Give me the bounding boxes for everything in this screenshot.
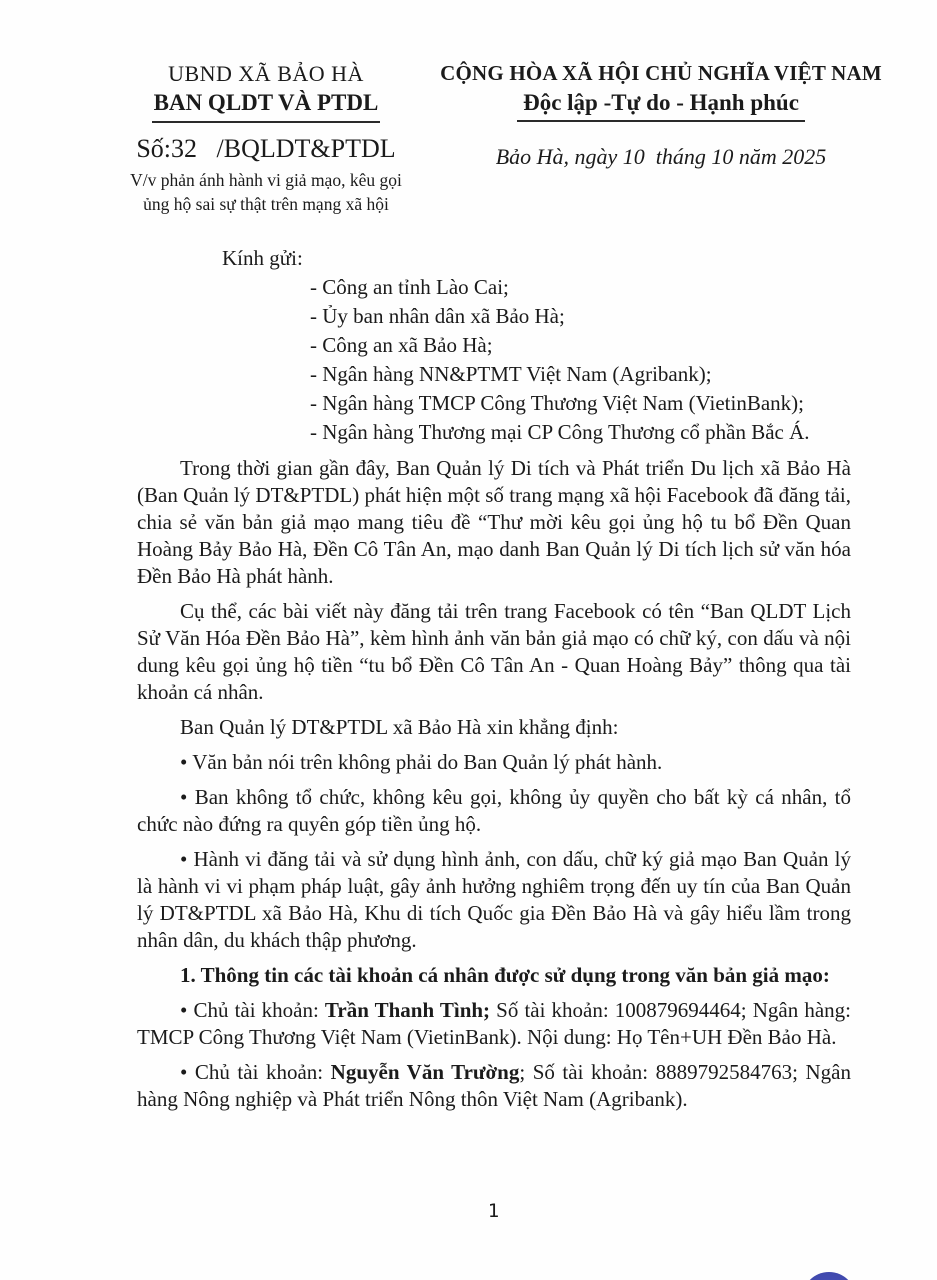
fake-account-2 — [137, 1059, 851, 1113]
document-body — [137, 244, 851, 1113]
national-motto-block — [436, 60, 886, 216]
recipient-item: - Công an xã Bảo Hà; — [310, 333, 493, 357]
issuing-org-block — [96, 60, 436, 216]
recipients-block — [137, 244, 851, 447]
org-parent-name: UBND XÃ BẢO HÀ — [168, 61, 364, 86]
org-name: BAN QLDT VÀ PTDL — [152, 89, 381, 123]
subject-line-1: V/v phản ánh hành vi giả mạo, kêu gọi — [130, 170, 402, 190]
recipient-item: - Ngân hàng TMCP Công Thương Việt Nam (VietinBank); — [310, 391, 804, 415]
org-name-wrap — [96, 89, 436, 123]
place-date-line: Bảo Hà, ngày 10 tháng 10 năm 2025 — [495, 144, 827, 169]
section-1-title: 1. Thông tin các tài khoản cá nhân được sử dụng trong văn bản giả mạo: — [180, 963, 830, 987]
account-2-details: ; Số tài khoản: 8889792584763; Ngân hàng Nông nghiệp và Phát triển Nông thôn Việt Nam (Agribank). — [137, 1060, 852, 1111]
document-number: Số:32 /BQLDT&PTDL — [136, 134, 396, 163]
floating-action-button[interactable] — [802, 1272, 856, 1280]
account-1-details: Số tài khoản: 100879694464; Ngân hàng: TMCP Công Thương Việt Nam (VietinBank). Nội dung: Họ Tên+UH Đền Bảo Hà. — [137, 998, 851, 1049]
national-title: CỘNG HÒA XÃ HỘI CHỦ NGHĨA VIỆT NAM — [440, 61, 882, 85]
bullet-no-fundraising: • Ban không tổ chức, không kêu gọi, không ủy quyền cho bất kỳ cá nhân, tổ chức nào đứng ra quyên góp tiền ủng hộ. — [137, 785, 851, 836]
fake-account-1 — [137, 997, 851, 1051]
national-motto: Độc lập -Tự do - Hạnh phúc — [517, 89, 805, 122]
recipient-item: - Công an tỉnh Lào Cai; — [310, 275, 509, 299]
bullet-violation: • Hành vi đăng tải và sử dụng hình ảnh, con dấu, chữ ký giả mạo Ban Quản lý là hành vi vi phạm pháp luật, gây ảnh hưởng nghiêm trọng đến uy tín của Ban Quản lý DT&PTDL xã Bảo Hà, Khu di tích Quốc gia Đền Bảo Hà và gây hiểu lầm trong nhân dân, du khách thập phương. — [137, 847, 851, 952]
national-motto-wrap — [436, 89, 886, 122]
subject-line-2: ủng hộ sai sự thật trên mạng xã hội — [143, 194, 389, 214]
page-number: 1 — [487, 1200, 500, 1222]
account-2-prefix: • Chủ tài khoản: — [180, 1060, 331, 1084]
recipient-item: - Ngân hàng NN&PTMT Việt Nam (Agribank); — [310, 362, 712, 386]
recipients-label: Kính gửi: — [222, 246, 303, 270]
bullet-not-issued: • Văn bản nói trên không phải do Ban Quản lý phát hành. — [180, 750, 663, 774]
paragraph-detail: Cụ thể, các bài viết này đăng tải trên trang Facebook có tên “Ban QLDT Lịch Sử Văn Hóa Đền Bảo Hà”, kèm hình ảnh văn bản giả mạo có chữ ký, con dấu và nội dung kêu gọi ủng hộ tiền “tu bổ Đền Cô Tân An - Quan Hoàng Bảy” thông qua tài khoản cá nhân. — [137, 599, 851, 704]
recipient-item: - Ủy ban nhân dân xã Bảo Hà; — [310, 304, 565, 328]
account-1-prefix: • Chủ tài khoản: — [180, 998, 325, 1022]
account-1-holder-name: Trần Thanh Tình; — [324, 998, 491, 1022]
paragraph-intro: Trong thời gian gần đây, Ban Quản lý Di tích và Phát triển Du lịch xã Bảo Hà (Ban Quản lý DT&PTDL) phát hiện một số trang mạng xã hội Facebook đã đăng tải, chia sẻ văn bản giả mạo mang tiêu đề “Thư mời kêu gọi ủng hộ tu bổ Đền Quan Hoàng Bảy Bảo Hà, Đền Cô Tân An, mạo danh Ban Quản lý Di tích lịch sử văn hóa Đền Bảo Hà phát hành. — [137, 456, 851, 588]
recipient-item: - Ngân hàng Thương mại CP Công Thương cổ phần Bắc Á. — [310, 420, 810, 444]
account-2-holder-name: Nguyễn Văn Trường — [330, 1060, 520, 1084]
paragraph-affirmation: Ban Quản lý DT&PTDL xã Bảo Hà xin khẳng định: — [180, 715, 619, 739]
document-header — [0, 0, 937, 216]
subject-block — [96, 168, 436, 216]
